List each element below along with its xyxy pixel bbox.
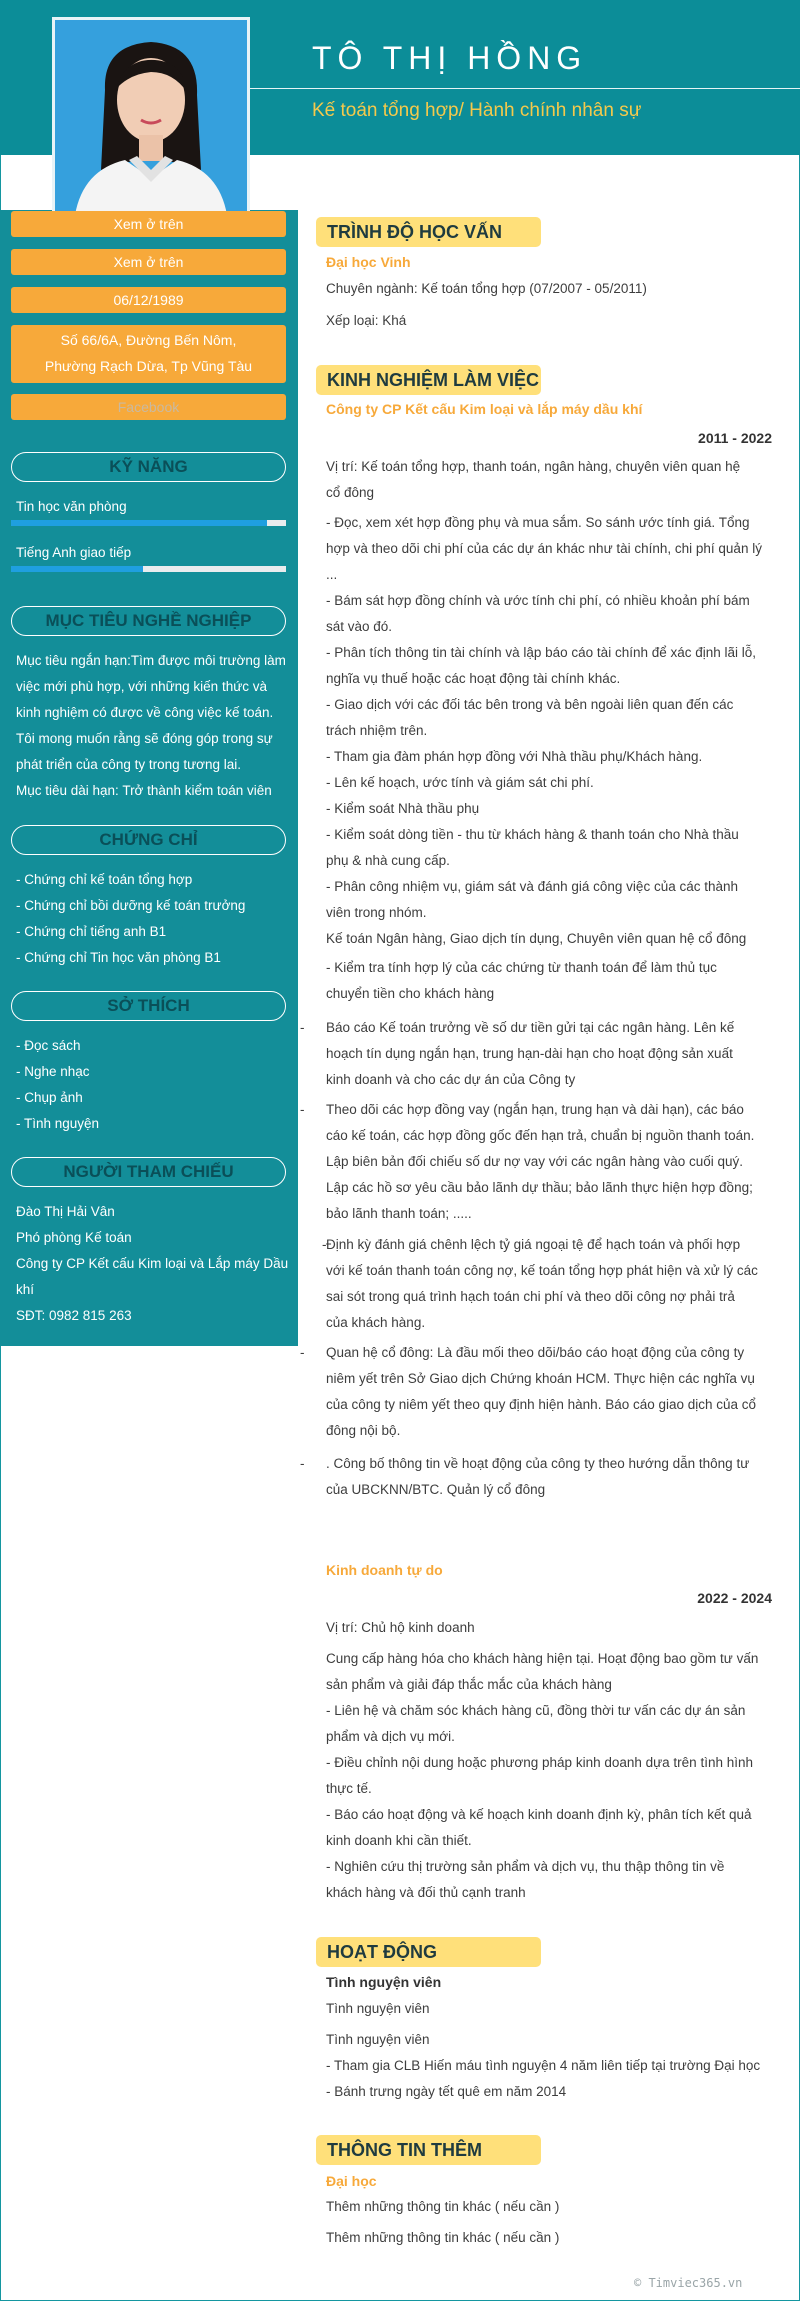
reference-line: SĐT: 0982 815 263 [16,1308,132,1323]
text-line: trách nhiệm trên. [326,723,428,738]
job1-bullet [300,1232,772,1336]
job2-position: Vị trí: Chủ hộ kinh doanh [326,1620,475,1635]
text-line: - Tham gia đàm phán hợp đồng với Nhà thầu phụ/Khách hàng. [326,749,703,764]
job1-duties [326,510,772,952]
job2-years: 2022 - 2024 [697,1590,772,1606]
activities-heading: HOẠT ĐỘNG [316,1937,541,1967]
address-line-2: Phường Rạch Dừa, Tp Vũng Tàu [44,358,253,374]
skill-bar-fill [11,520,267,526]
hobby-item: - Đọc sách [16,1038,81,1053]
text-line: - Đọc, xem xét hợp đồng phụ và mua sắm. So sánh ước tính giá. Tổng [326,515,750,530]
text-line: kinh doanh khi cần thiết. [326,1833,472,1848]
text-line: sát vào đó. [326,619,393,634]
contact-facebook-link[interactable]: Facebook [11,394,286,420]
objective-heading: MỤC TIÊU NGHỀ NGHIỆP [11,606,286,636]
job2-duties [326,1646,772,1906]
activities-subheading: Tình nguyện viên [326,1974,442,1990]
education-grade: Xếp loại: Khá [326,313,407,328]
text-line: Quan hệ cổ đông: Là đầu mối theo dõi/báo cáo hoạt động của công ty [326,1345,745,1360]
job1-duties-b [326,955,772,1007]
activities-role: Tình nguyện viên [326,2001,430,2016]
objective-line: Mục tiêu dài hạn: Trở thành kiểm toán viên [16,783,272,798]
text-line: cáo kế toán, các hợp đồng gốc đến hạn trả, chuẩn bị nguồn thanh toán. [326,1128,755,1143]
text-line: của UBCKNN/BTC. Quản lý cổ đông [326,1482,546,1497]
certificate-item: - Chứng chỉ kế toán tổng hợp [16,872,193,887]
portrait-illustration [55,20,247,215]
activities-role: Tình nguyện viên [326,2032,430,2047]
text-line: nghĩa vụ thuế hoặc các hoạt động tài chính khác. [326,671,621,686]
text-line: - Lên kế hoạch, ước tính và giám sát chi phí. [326,775,594,790]
objective-text [16,648,296,804]
reference-line: Phó phòng Kế toán [16,1230,132,1245]
address-line-1: Số 66/6A, Đường Bến Nôm, [60,332,237,348]
text-line: - Bám sát hợp đồng chính và ước tính chi phí, có nhiều khoản phí bám [326,593,750,608]
text-line: - Báo cáo hoạt động và kế hoạch kinh doanh định kỳ, phân tích kết quả [326,1807,752,1822]
activities-list [326,2053,772,2105]
reference-line: khí [16,1282,35,1297]
job1-years: 2011 - 2022 [698,430,772,446]
more-info-heading: THÔNG TIN THÊM [316,2135,541,2165]
more-info-subheading: Đại học [326,2173,377,2189]
text-line: Kế toán Ngân hàng, Giao dịch tín dụng, Chuyên viên quan hệ cổ đông [326,931,747,946]
text-line: niêm yết trên Sở Giao dịch Chứng khoán HCM. Thực hiện các nghĩa vụ [326,1371,755,1386]
text-line: Lập biên bản đối chiếu số dư nợ vay với các ngân hàng vào cuối quý. [326,1154,744,1169]
contact-birthday: 06/12/1989 [11,287,286,313]
text-line: cổ đông [326,485,375,500]
text-line: ... [326,567,338,582]
dash-marker: - [322,1237,327,1252]
dash-marker: - [300,1020,305,1035]
text-line: hợp và theo dõi chi phí của các dự án khác như tài chính, chi phí quản lý [326,541,762,556]
text-line: Báo cáo Kế toán trưởng về số dư tiền gửi tại các ngân hàng. Lên kế [326,1020,735,1035]
certificate-item: - Chứng chỉ Tin học văn phòng B1 [16,950,221,965]
education-heading: TRÌNH ĐỘ HỌC VẤN [316,217,541,247]
text-line: - Điều chỉnh nội dung hoặc phương pháp kinh doanh dựa trên tình hình [326,1755,753,1770]
objective-line: việc mới phù hợp, với những kiến thức và [16,679,267,694]
job1-bullet [300,1451,772,1503]
text-line: - Nghiên cứu thị trường sản phẩm và dịch vụ, thu thập thông tin về [326,1859,725,1874]
job1-position [326,454,772,506]
job1-bullet [300,1097,772,1227]
text-line: kinh doanh và cho các dự án của Công ty [326,1072,576,1087]
candidate-name: TÔ THỊ HỒNG [312,40,588,76]
text-line: - Liên hệ và chăm sóc khách hàng cũ, đồng thời tư vấn các dự án sản [326,1703,746,1718]
objective-line: Mục tiêu ngắn hạn:Tìm được môi trường làm [16,653,286,668]
text-line: với kế toán thanh toán công nợ, kế toán tổng hợp phát hiện và xử lý các [326,1263,758,1278]
text-line: sai sót trong quá trình hạch toán chi phí và theo dõi công nợ phải trả [326,1289,735,1304]
text-line: - Kiểm tra tính hợp lý của các chứng từ thanh toán để làm thủ tục [326,960,717,975]
job1-bullet [300,1015,772,1093]
objective-line: phát triển của công ty trong tương lai. [16,757,242,772]
reference-details [16,1199,296,1329]
text-line: thực tế. [326,1781,372,1796]
objective-line: kinh nghiệm có được về công việc kế toán. [16,705,274,720]
education-major: Chuyên ngành: Kế toán tổng hợp (07/2007 - 05/2011) [326,281,647,296]
reference-line: Đào Thị Hải Vân [16,1204,115,1219]
job2-company: Kinh doanh tự do [326,1562,443,1578]
skill-bar [11,566,286,572]
job1-bullet [300,1340,772,1444]
contact-phone: Xem ở trên [11,211,286,237]
info-line: Thêm những thông tin khác ( nếu cần ) [326,2230,560,2245]
reference-line: Công ty CP Kết cấu Kim loại và Lắp máy Dầu [16,1256,289,1271]
certificates-list [16,867,245,971]
hobby-item: - Chụp ảnh [16,1090,83,1105]
text-line: - Kiểm soát dòng tiền - thu từ khách hàng & thanh toán cho Nhà thầu [326,827,739,842]
text-line: Lập các hồ sơ yêu cầu bảo lãnh dự thầu; bảo lãnh thực hiện hợp đồng; [326,1180,753,1195]
text-line: phẩm và dịch vụ mới. [326,1729,455,1744]
text-line: khách hàng và đối thủ cạnh tranh [326,1885,526,1900]
text-line: hoạch tín dụng ngắn hạn, trung hạn-dài hạn cho hoạt động sản xuất [326,1046,733,1061]
text-line: của khách hàng. [326,1315,426,1330]
name-divider [245,88,800,89]
hobby-item: - Tình nguyện [16,1116,100,1131]
activity-item: - Bánh trưng ngày tết quê em năm 2014 [326,2084,567,2099]
text-line: - Kiểm soát Nhà thầu phụ [326,801,480,816]
job-title: Kế toán tổng hợp/ Hành chính nhân sự [312,100,642,121]
education-school: Đại học Vinh [326,254,411,270]
text-line: - Giao dịch với các đối tác bên trong và bên ngoài liên quan đến các [326,697,734,712]
more-info-list [326,2194,772,2251]
dash-marker: - [300,1102,305,1117]
dash-marker: - [300,1456,305,1471]
text-line: - Phân tích thông tin tài chính và lập báo cáo tài chính để xác định lãi lỗ, [326,645,757,660]
text-line: Cung cấp hàng hóa cho khách hàng hiện tại. Hoạt động bao gồm tư vấn [326,1651,759,1666]
experience-heading: KINH NGHIỆM LÀM VIỆC [316,365,541,395]
text-line: viên trong nhóm. [326,905,427,920]
profile-photo [52,17,250,218]
objective-line: Tôi mong muốn rằng sẽ đóng góp trong sự [16,731,273,746]
text-line: sản phẩm và giải đáp thắc mắc của khách hàng [326,1677,612,1692]
text-line: Vị trí: Kế toán tổng hợp, thanh toán, ngân hàng, chuyên viên quan hệ [326,459,741,474]
contact-address [11,325,286,383]
contact-email: Xem ở trên [11,249,286,275]
text-line: - Phân công nhiệm vụ, giám sát và đánh giá công việc của các thành [326,879,739,894]
hobbies-heading: SỞ THÍCH [11,991,286,1021]
info-line: Thêm những thông tin khác ( nếu cần ) [326,2199,560,2214]
skill-label: Tin học văn phòng [16,499,127,514]
certificates-heading: CHỨNG CHỈ [11,825,286,855]
activity-item: - Tham gia CLB Hiến máu tình nguyện 4 năm liên tiếp tại trường Đại học [326,2058,761,2073]
certificate-item: - Chứng chỉ tiếng anh B1 [16,924,167,939]
text-line: Định kỳ đánh giá chênh lệch tỷ giá ngoại tệ để hạch toán và phối hợp [326,1237,741,1252]
skill-bar-fill [11,566,143,572]
text-line: . Công bố thông tin về hoạt động của công ty theo hướng dẫn thông tư [326,1456,750,1471]
skill-label: Tiếng Anh giao tiếp [16,545,132,560]
hobby-item: - Nghe nhạc [16,1064,90,1079]
hobbies-list [16,1033,99,1137]
text-line: phụ & nhà cung cấp. [326,853,450,868]
skills-heading: KỸ NĂNG [11,452,286,482]
text-line: bảo lãnh thanh toán; ..... [326,1206,472,1221]
certificate-item: - Chứng chỉ bồi dưỡng kế toán trưởng [16,898,246,913]
skill-bar [11,520,286,526]
text-line: đông nội bộ. [326,1423,401,1438]
reference-heading: NGƯỜI THAM CHIẾU [11,1157,286,1187]
text-line: Theo dõi các hợp đồng vay (ngắn hạn, trung hạn và dài hạn), các báo [326,1102,744,1117]
watermark: © Timviec365.vn [634,2276,743,2290]
job1-company: Công ty CP Kết cấu Kim loại và lắp máy dầu khí [326,401,643,417]
text-line: chuyển tiền cho khách hàng [326,986,495,1001]
text-line: của công ty niêm yết theo quy định hiện hành. Báo cáo giao dịch của cổ [326,1397,757,1412]
dash-marker: - [300,1345,305,1360]
